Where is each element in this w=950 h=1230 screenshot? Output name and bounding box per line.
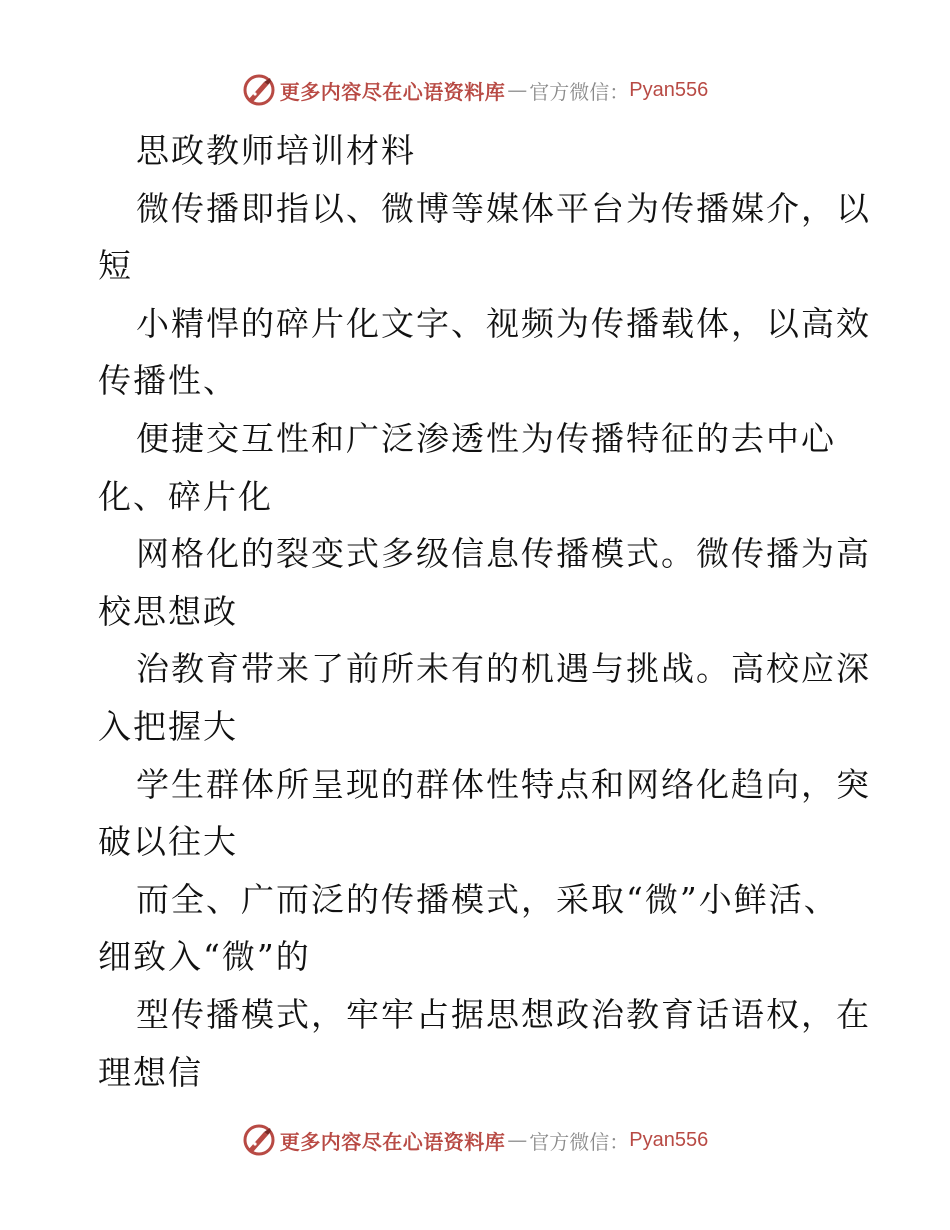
header-brand-text: 更多内容尽在心语资料库 xyxy=(279,79,506,104)
header-dash: — xyxy=(507,78,528,102)
footer-brand-text: 更多内容尽在心语资料库 xyxy=(279,1129,506,1154)
text-line: 细致入“微”的 xyxy=(98,937,311,977)
footer-wechat-label: 官方微信： xyxy=(529,1129,630,1154)
text-line: 入把握大 xyxy=(98,706,238,746)
header-wechat-label: 官方微信： xyxy=(529,79,630,104)
text-line: 理想信 xyxy=(98,1052,203,1092)
text-line: 化、碎片化 xyxy=(98,476,273,516)
pen-nib-logo-icon xyxy=(242,73,276,107)
text-line: 校思想政 xyxy=(98,591,238,631)
text-line: 传播性、 xyxy=(98,361,238,401)
footer-banner xyxy=(0,1120,950,1160)
text-line: 思政教师培训材料 xyxy=(136,131,416,170)
text-line: 微传播即指以、微博等媒体平台为传播媒介，以 xyxy=(136,188,871,228)
footer-dash: — xyxy=(507,1128,528,1152)
text-line: 短 xyxy=(98,246,133,286)
text-line: 小精悍的碎片化文字、视频为传播载体，以高效 xyxy=(136,303,871,343)
text-line: 网格化的裂变式多级信息传播模式。微传播为高 xyxy=(136,534,871,574)
text-line: 破以往大 xyxy=(98,822,238,862)
text-line: 便捷交互性和广泛渗透性为传播特征的去中心 xyxy=(136,418,836,458)
pen-nib-logo-icon xyxy=(242,1123,276,1157)
document-body xyxy=(98,122,871,1101)
text-line: 型传播模式，牢牢占据思想政治教育话语权，在 xyxy=(136,994,871,1034)
header-banner xyxy=(0,70,950,110)
text-line: 而全、广而泛的传播模式，采取“微”小鲜活、 xyxy=(136,879,839,919)
text-line: 治教育带来了前所未有的机遇与挑战。高校应深 xyxy=(136,649,871,689)
footer-wechat-id: Pyan556 xyxy=(629,1128,709,1151)
header-wechat-id: Pyan556 xyxy=(629,78,709,101)
text-line: 学生群体所呈现的群体性特点和网络化趋向，突 xyxy=(136,764,871,804)
